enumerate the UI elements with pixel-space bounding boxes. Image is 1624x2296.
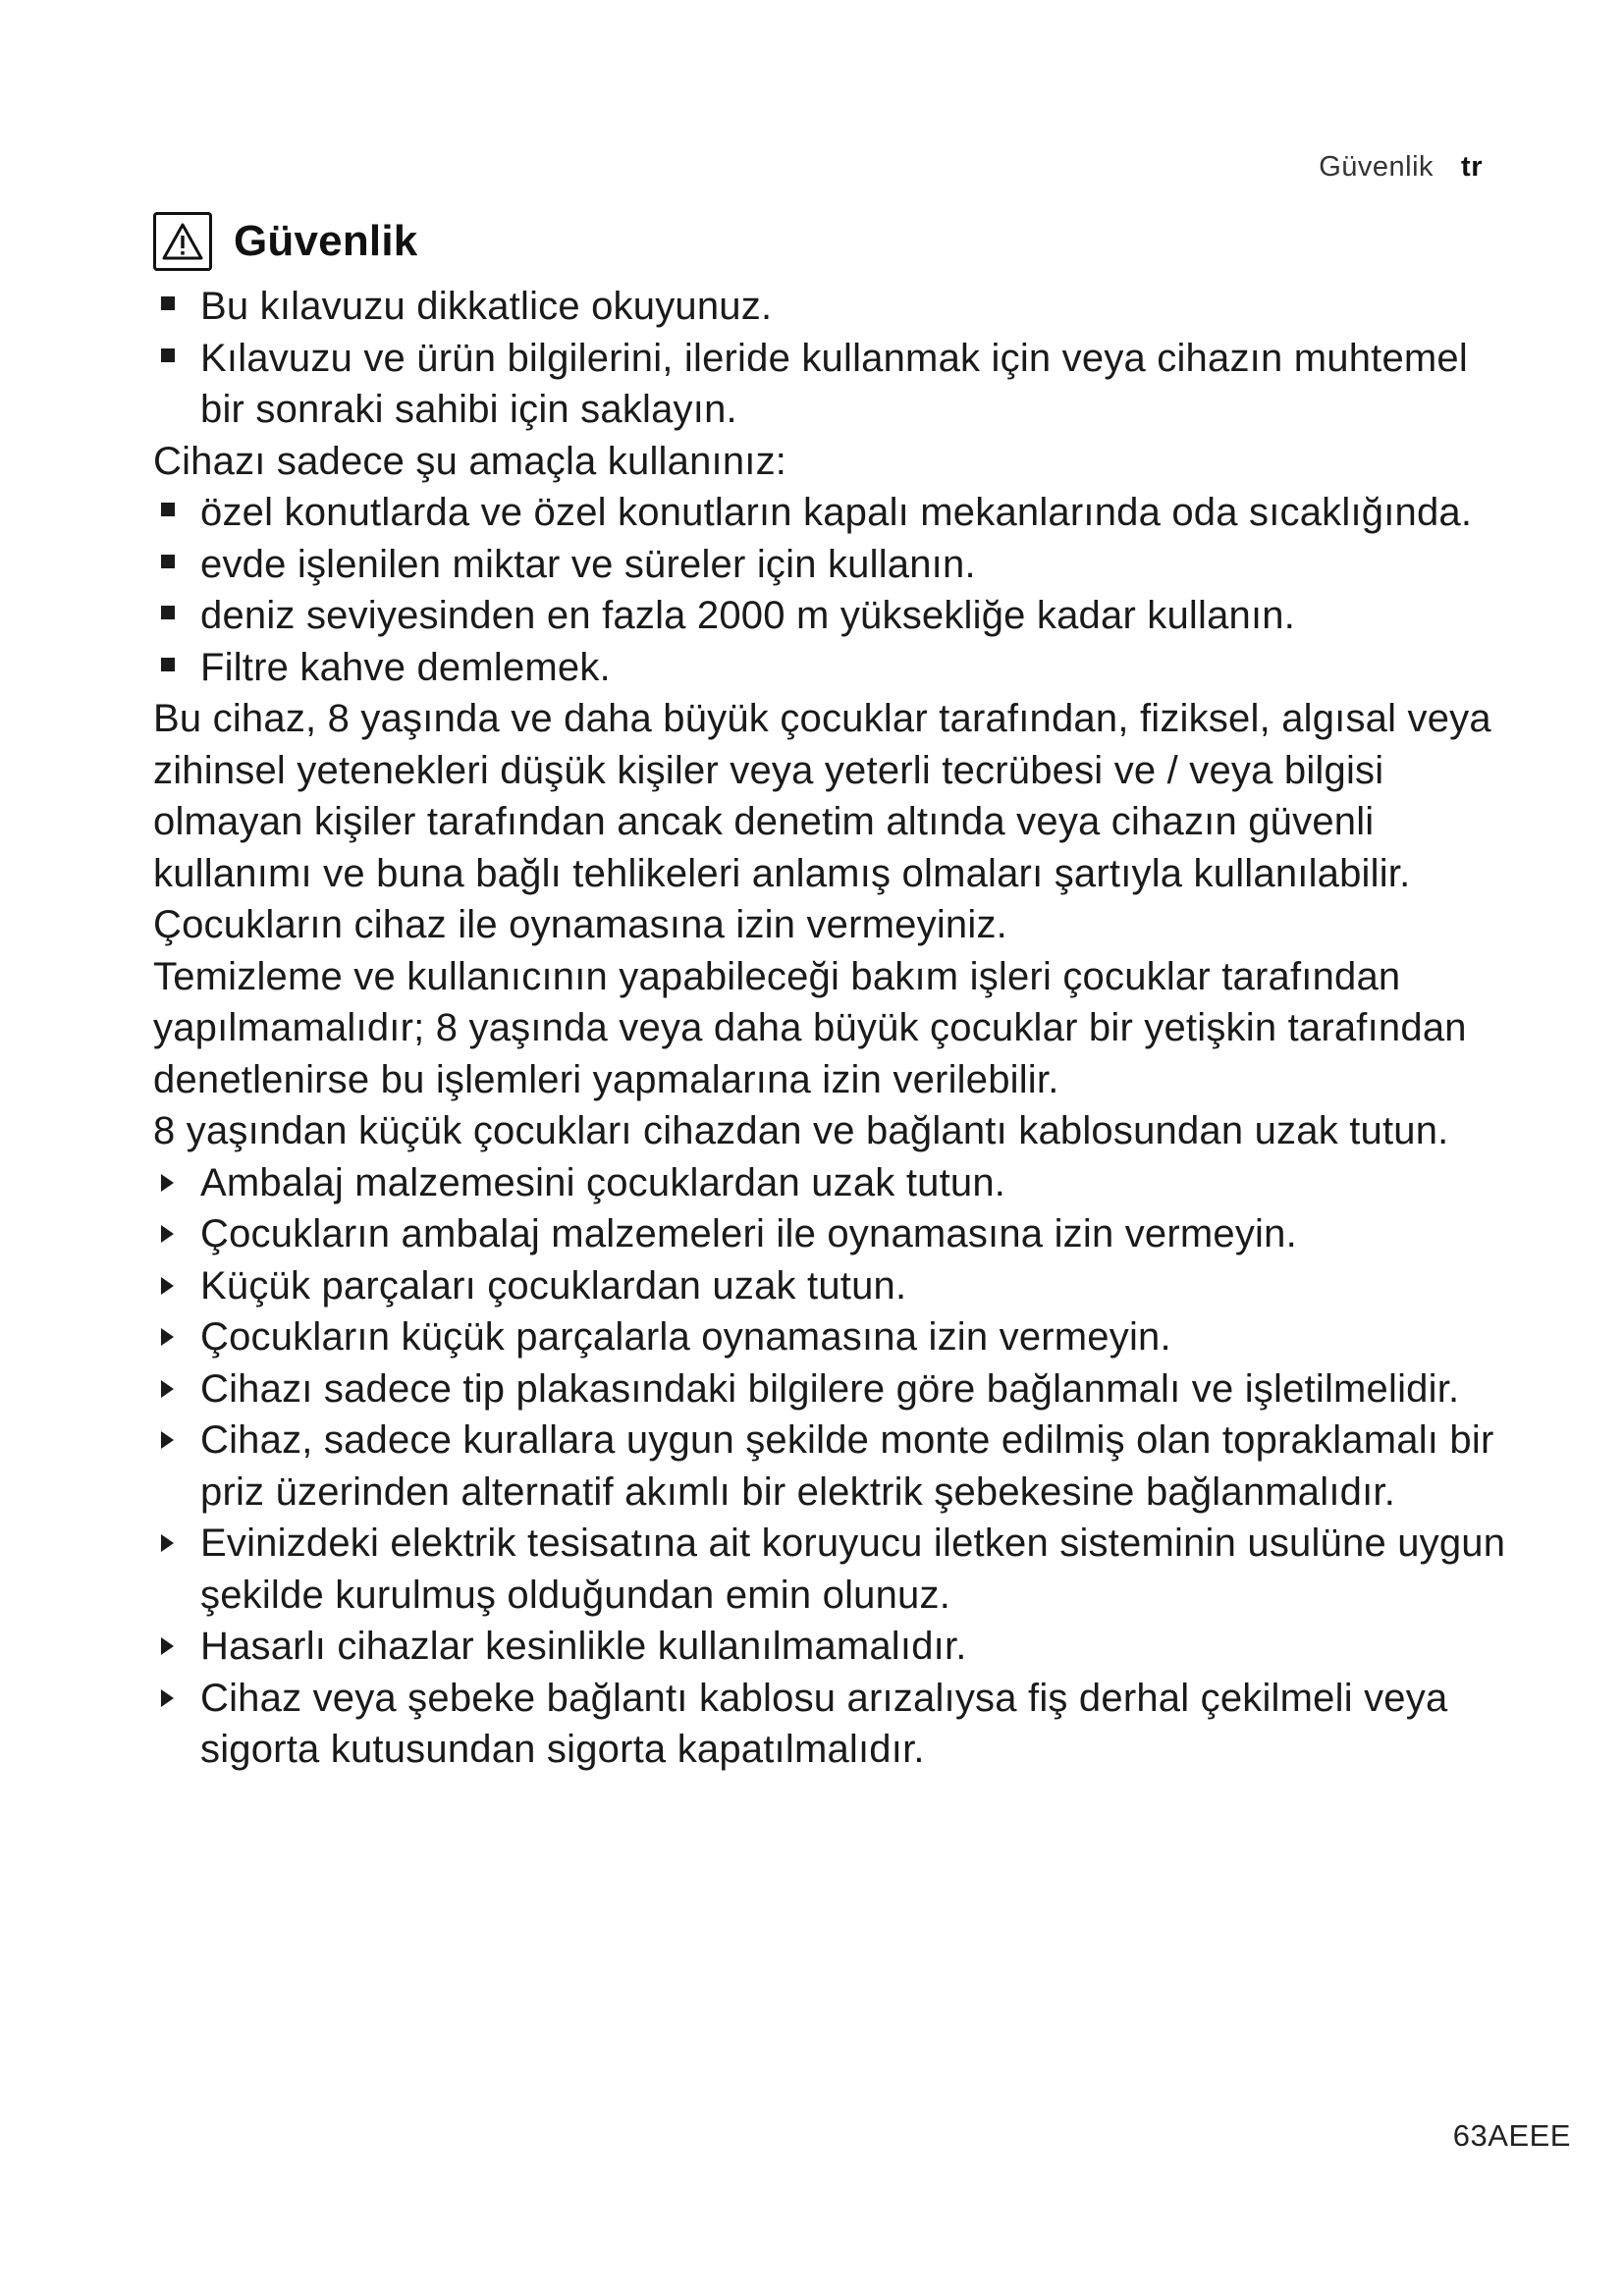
- triangle-bullet-icon: [161, 1431, 174, 1449]
- square-bullet-icon: [161, 658, 175, 671]
- list-item: Bu kılavuzu dikkatlice okuyunuz.: [153, 281, 1508, 333]
- paragraph: Temizleme ve kullanıcının yapabileceği bakım işleri çocuklar tarafından yapılmamalıdır; 8 yaşında veya daha büyük çocuklar bir yetişkin tarafından denetlenirse bu işlemleri yapmalarına izin verilebilir.: [153, 954, 1467, 1101]
- triangle-bullet-icon: [161, 1174, 174, 1192]
- list-item: Filtre kahve demlemek.: [153, 642, 1508, 694]
- list-item: Hasarlı cihazlar kesinlikle kullanılmamalıdır.: [153, 1621, 1508, 1673]
- paragraph: Bu cihaz, 8 yaşında ve daha büyük çocuklar tarafından, fiziksel, algısal veya zihinsel yetenekleri düşük kişiler veya yeterli tecrübesi ve / veya bilgisi olmayan kişiler tarafından ancak denetim altında veya cihazın güvenli kullanımı ve buna bağlı tehlikeleri anlamış olmaları şartıyla kullanılabilir.: [153, 697, 1491, 895]
- list-item: Çocukların küçük parçalarla oynamasına izin vermeyin.: [153, 1311, 1508, 1363]
- document-body: [153, 208, 1508, 1776]
- paragraph: Çocukların cihaz ile oynamasına izin vermeyiniz.: [153, 903, 1007, 946]
- paragraph: 8 yaşından küçük çocukları cihazdan ve bağlantı kablosundan uzak tutun.: [153, 1109, 1449, 1152]
- list-item: Cihaz, sadece kurallara uygun şekilde monte edilmiş olan topraklamalı bir priz üzerinden alternatif akımlı bir elektrik şebekesine bağlanmalıdır.: [153, 1415, 1508, 1518]
- header-language: tr: [1461, 151, 1483, 183]
- triangle-bullet-icon: [161, 1328, 174, 1346]
- list-item: Evinizdeki elektrik tesisatına ait koruyucu iletken sisteminin usulüne uygun şekilde kurulmuş olduğundan emin olunuz.: [153, 1518, 1508, 1621]
- triangle-bullet-icon: [161, 1534, 174, 1552]
- list-item: Kılavuzu ve ürün bilgilerini, ileride kullanmak için veya cihazın muhtemel bir sonraki sahibi için saklayın.: [153, 333, 1508, 436]
- running-header: [1319, 151, 1483, 184]
- triangle-bullet-icon: [161, 1689, 174, 1707]
- triangle-bullet-icon: [161, 1380, 174, 1398]
- list-item: evde işlenilen miktar ve süreler için kullanın.: [153, 539, 1508, 591]
- usage-intro: Cihazı sadece şu amaçla kullanınız:: [153, 439, 787, 483]
- list-item: Küçük parçaları çocuklardan uzak tutun.: [153, 1260, 1508, 1312]
- list-item: Ambalaj malzemesini çocuklardan uzak tutun.: [153, 1157, 1508, 1209]
- header-section: Güvenlik: [1319, 151, 1435, 183]
- list-item: özel konutlarda ve özel konutların kapalı mekanlarında oda sıcaklığında.: [153, 487, 1508, 539]
- list-item: deniz seviyesinden en fazla 2000 m yüksekliğe kadar kullanın.: [153, 590, 1508, 642]
- square-bullet-icon: [161, 503, 175, 516]
- triangle-bullet-icon: [161, 1277, 174, 1295]
- triangle-bullet-icon: [161, 1637, 174, 1655]
- square-bullet-icon: [161, 348, 175, 362]
- list-item: Cihazı sadece tip plakasındaki bilgilere göre bağlanmalı ve işletilmelidir.: [153, 1363, 1508, 1415]
- list-item: Cihaz veya şebeke bağlantı kablosu arızalıysa fiş derhal çekilmeli veya sigorta kutusundan sigorta kapatılmalıdır.: [153, 1673, 1508, 1776]
- document-code: 63AEEE: [1452, 2118, 1571, 2153]
- square-bullet-icon: [161, 606, 175, 619]
- square-bullet-icon: [161, 555, 175, 568]
- list-item: Çocukların ambalaj malzemeleri ile oynamasına izin vermeyin.: [153, 1208, 1508, 1260]
- triangle-bullet-icon: [161, 1225, 174, 1243]
- square-bullet-icon: [161, 296, 175, 310]
- page-title: Güvenlik: [234, 216, 418, 265]
- section-heading: [153, 208, 1508, 275]
- warning-triangle-icon: [153, 212, 212, 271]
